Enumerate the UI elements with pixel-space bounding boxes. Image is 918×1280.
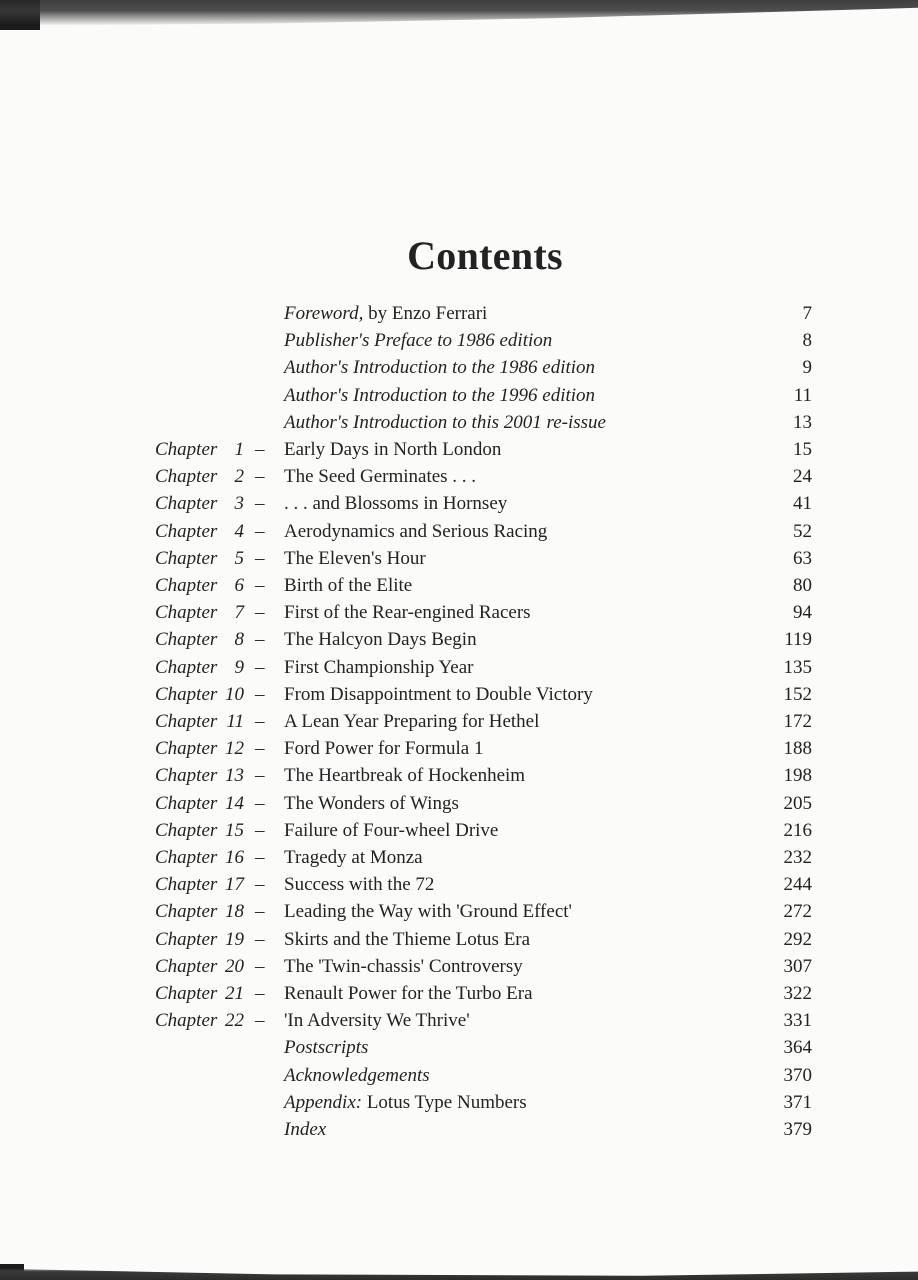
page-number: 364 — [783, 1037, 812, 1059]
back-matter-title-italic: Appendix: — [284, 1091, 363, 1113]
chapter-label: Chapter — [155, 711, 218, 732]
page-number: 41 — [793, 493, 812, 515]
chapter-row[interactable] — [0, 545, 918, 572]
front-matter-title-rest: by Enzo Ferrari — [363, 303, 488, 324]
chapter-dash: – — [255, 738, 265, 760]
page-number: 8 — [802, 330, 812, 352]
page-number: 322 — [783, 983, 812, 1004]
chapter-dash: – — [255, 792, 265, 814]
chapter-dash: – — [255, 520, 265, 542]
chapter-label: Chapter — [155, 629, 218, 651]
page-number: 331 — [783, 1010, 812, 1032]
chapter-title: The Wonders of Wings — [284, 792, 459, 814]
chapter-dash: – — [255, 575, 265, 596]
front-matter-row[interactable] — [0, 354, 918, 381]
back-matter-title: Index — [284, 1119, 327, 1140]
chapter-label: Chapter — [155, 983, 218, 1004]
page-number: 80 — [793, 575, 812, 596]
chapter-title: Failure of Four-wheel Drive — [284, 819, 499, 841]
chapter-label: Chapter — [155, 683, 218, 705]
chapter-dash: – — [255, 493, 265, 515]
page-number: 13 — [793, 411, 812, 433]
chapter-title: First Championship Year — [284, 656, 474, 678]
front-matter-title: Author's Introduction to this 2001 re-issue — [284, 411, 606, 433]
chapter-label: Chapter — [155, 1010, 218, 1032]
page-number: 272 — [783, 901, 812, 923]
chapter-number: 20 — [225, 955, 244, 977]
chapter-row[interactable] — [0, 1007, 918, 1034]
front-matter-row[interactable] — [0, 327, 918, 354]
chapter-label: Chapter — [155, 847, 218, 868]
chapter-title: The Seed Germinates . . . — [284, 466, 477, 488]
chapter-number: 3 — [234, 493, 244, 515]
chapter-title: Tragedy at Monza — [284, 847, 423, 868]
chapter-title: Birth of the Elite — [284, 575, 413, 596]
chapter-row[interactable] — [0, 436, 918, 463]
chapter-row[interactable] — [0, 898, 918, 925]
page-number: 371 — [783, 1091, 812, 1113]
chapter-title: Skirts and the Thieme Lotus Era — [284, 928, 531, 950]
page-number: 63 — [793, 547, 812, 569]
chapter-number: 6 — [234, 575, 244, 596]
chapter-title: . . . and Blossoms in Hornsey — [284, 493, 508, 515]
chapter-row[interactable] — [0, 681, 918, 708]
page-number: 172 — [783, 711, 812, 732]
chapter-title: From Disappointment to Double Victory — [284, 683, 593, 705]
chapter-label: Chapter — [155, 738, 218, 760]
chapter-number: 4 — [234, 520, 244, 542]
page-number: 232 — [783, 847, 812, 868]
chapter-title: A Lean Year Preparing for Hethel — [284, 711, 540, 732]
chapter-row[interactable] — [0, 708, 918, 735]
chapter-dash: – — [255, 466, 265, 488]
chapter-row[interactable] — [0, 518, 918, 545]
chapter-label: Chapter — [155, 439, 218, 460]
chapter-label: Chapter — [155, 493, 218, 515]
chapter-dash: – — [255, 765, 265, 787]
chapter-dash: – — [255, 901, 265, 923]
front-matter-title: Author's Introduction to the 1986 edition — [284, 357, 596, 379]
chapter-row[interactable] — [0, 953, 918, 980]
chapter-title: The Halcyon Days Begin — [284, 629, 477, 651]
front-matter-row[interactable] — [0, 382, 918, 409]
back-matter-row[interactable] — [0, 1062, 918, 1089]
chapter-number: 18 — [225, 901, 244, 923]
chapter-dash: – — [255, 547, 265, 569]
page-number: 15 — [793, 439, 812, 460]
page-number: 307 — [783, 955, 812, 977]
back-matter-title: Postscripts — [284, 1037, 369, 1059]
chapter-dash: – — [255, 983, 265, 1004]
page-number: 11 — [793, 384, 812, 406]
chapter-title: Early Days in North London — [284, 439, 502, 460]
chapter-number: 13 — [225, 765, 244, 787]
chapter-title: First of the Rear-engined Racers — [284, 602, 531, 624]
chapter-title: Renault Power for the Turbo Era — [284, 983, 533, 1004]
back-matter-title — [284, 1089, 764, 1116]
chapter-title: 'In Adversity We Thrive' — [284, 1010, 470, 1032]
chapter-number: 12 — [225, 738, 244, 760]
chapter-row[interactable] — [0, 463, 918, 490]
page-number: 244 — [783, 874, 812, 896]
chapter-dash: – — [255, 955, 265, 977]
chapter-number: 2 — [234, 466, 244, 488]
page-number: 152 — [783, 683, 812, 705]
front-matter-title-italic: Foreword, — [284, 303, 364, 324]
chapter-title: Aerodynamics and Serious Racing — [284, 520, 548, 542]
chapter-label: Chapter — [155, 819, 218, 841]
chapter-row[interactable] — [0, 762, 918, 789]
chapter-title: The Eleven's Hour — [284, 547, 426, 569]
chapter-row[interactable] — [0, 926, 918, 953]
back-matter-title: Acknowledgements — [284, 1064, 430, 1086]
chapter-number: 5 — [234, 547, 244, 569]
chapter-row[interactable] — [0, 735, 918, 762]
chapter-number: 11 — [226, 711, 244, 732]
front-matter-title: Author's Introduction to the 1996 edition — [284, 384, 596, 406]
chapter-row[interactable] — [0, 980, 918, 1007]
chapter-dash: – — [255, 1010, 265, 1032]
page-number: 188 — [783, 738, 812, 760]
page-number: 94 — [793, 602, 812, 624]
chapter-dash: – — [255, 928, 265, 950]
chapter-number: 19 — [225, 928, 244, 950]
chapter-row[interactable] — [0, 572, 918, 599]
chapter-number: 16 — [225, 847, 244, 868]
page-number: 119 — [784, 629, 812, 651]
chapter-number: 9 — [234, 656, 244, 678]
page-number: 52 — [793, 520, 812, 542]
chapter-row[interactable] — [0, 599, 918, 626]
chapter-number: 15 — [225, 819, 244, 841]
page-number: 216 — [783, 819, 812, 841]
chapter-label: Chapter — [155, 901, 218, 923]
chapter-number: 14 — [225, 792, 244, 814]
chapter-label: Chapter — [155, 547, 218, 569]
chapter-title: Success with the 72 — [284, 874, 435, 896]
chapter-row[interactable] — [0, 790, 918, 817]
chapter-row[interactable] — [0, 626, 918, 653]
chapter-row[interactable] — [0, 654, 918, 681]
chapter-title: The 'Twin-chassis' Controversy — [284, 955, 523, 977]
chapter-dash: – — [255, 874, 265, 896]
chapter-dash: – — [255, 819, 265, 841]
chapter-dash: – — [255, 847, 265, 868]
front-matter-row[interactable] — [0, 409, 918, 436]
chapter-number: 17 — [225, 874, 244, 896]
back-matter-title-rest: Lotus Type Numbers — [362, 1091, 527, 1113]
chapter-number: 8 — [234, 629, 244, 651]
chapter-row[interactable] — [0, 844, 918, 871]
page-number: 205 — [783, 792, 812, 814]
chapter-label: Chapter — [155, 656, 218, 678]
back-matter-row[interactable] — [0, 1089, 918, 1116]
chapter-number: 10 — [225, 683, 244, 705]
page-title: Contents — [407, 233, 563, 278]
chapter-label: Chapter — [155, 602, 218, 624]
chapter-dash: – — [255, 683, 265, 705]
chapter-dash: – — [255, 439, 265, 460]
page-number: 198 — [783, 765, 812, 787]
chapter-label: Chapter — [155, 575, 218, 596]
front-matter-title: Publisher's Preface to 1986 edition — [284, 330, 553, 352]
chapter-number: 1 — [234, 439, 244, 460]
chapter-row[interactable] — [0, 817, 918, 844]
chapter-dash: – — [255, 629, 265, 651]
chapter-title: Leading the Way with 'Ground Effect' — [284, 901, 572, 923]
chapter-dash: – — [255, 602, 265, 624]
page-number: 135 — [783, 656, 812, 678]
page-number: 7 — [802, 303, 812, 324]
chapter-title: The Heartbreak of Hockenheim — [284, 765, 526, 787]
front-matter-row[interactable] — [0, 300, 918, 327]
page-number: 370 — [783, 1064, 812, 1086]
back-matter-row[interactable] — [0, 1034, 918, 1061]
chapter-label: Chapter — [155, 874, 218, 896]
chapter-label: Chapter — [155, 466, 218, 488]
page-number: 24 — [793, 466, 812, 488]
page-number: 9 — [802, 357, 812, 379]
chapter-number: 7 — [234, 602, 244, 624]
chapter-label: Chapter — [155, 955, 218, 977]
page-number: 292 — [783, 928, 812, 950]
back-matter-row[interactable] — [0, 1116, 918, 1143]
chapter-title: Ford Power for Formula 1 — [284, 738, 484, 760]
chapter-label: Chapter — [155, 765, 218, 787]
page-number: 379 — [783, 1119, 812, 1140]
chapter-label: Chapter — [155, 792, 218, 814]
chapter-label: Chapter — [155, 928, 218, 950]
chapter-number: 21 — [225, 983, 244, 1004]
chapter-number: 22 — [225, 1010, 244, 1032]
chapter-dash: – — [255, 711, 265, 732]
front-matter-title — [284, 300, 764, 327]
chapter-dash: – — [255, 656, 265, 678]
chapter-row[interactable] — [0, 871, 918, 898]
chapter-label: Chapter — [155, 520, 218, 542]
chapter-row[interactable] — [0, 490, 918, 517]
